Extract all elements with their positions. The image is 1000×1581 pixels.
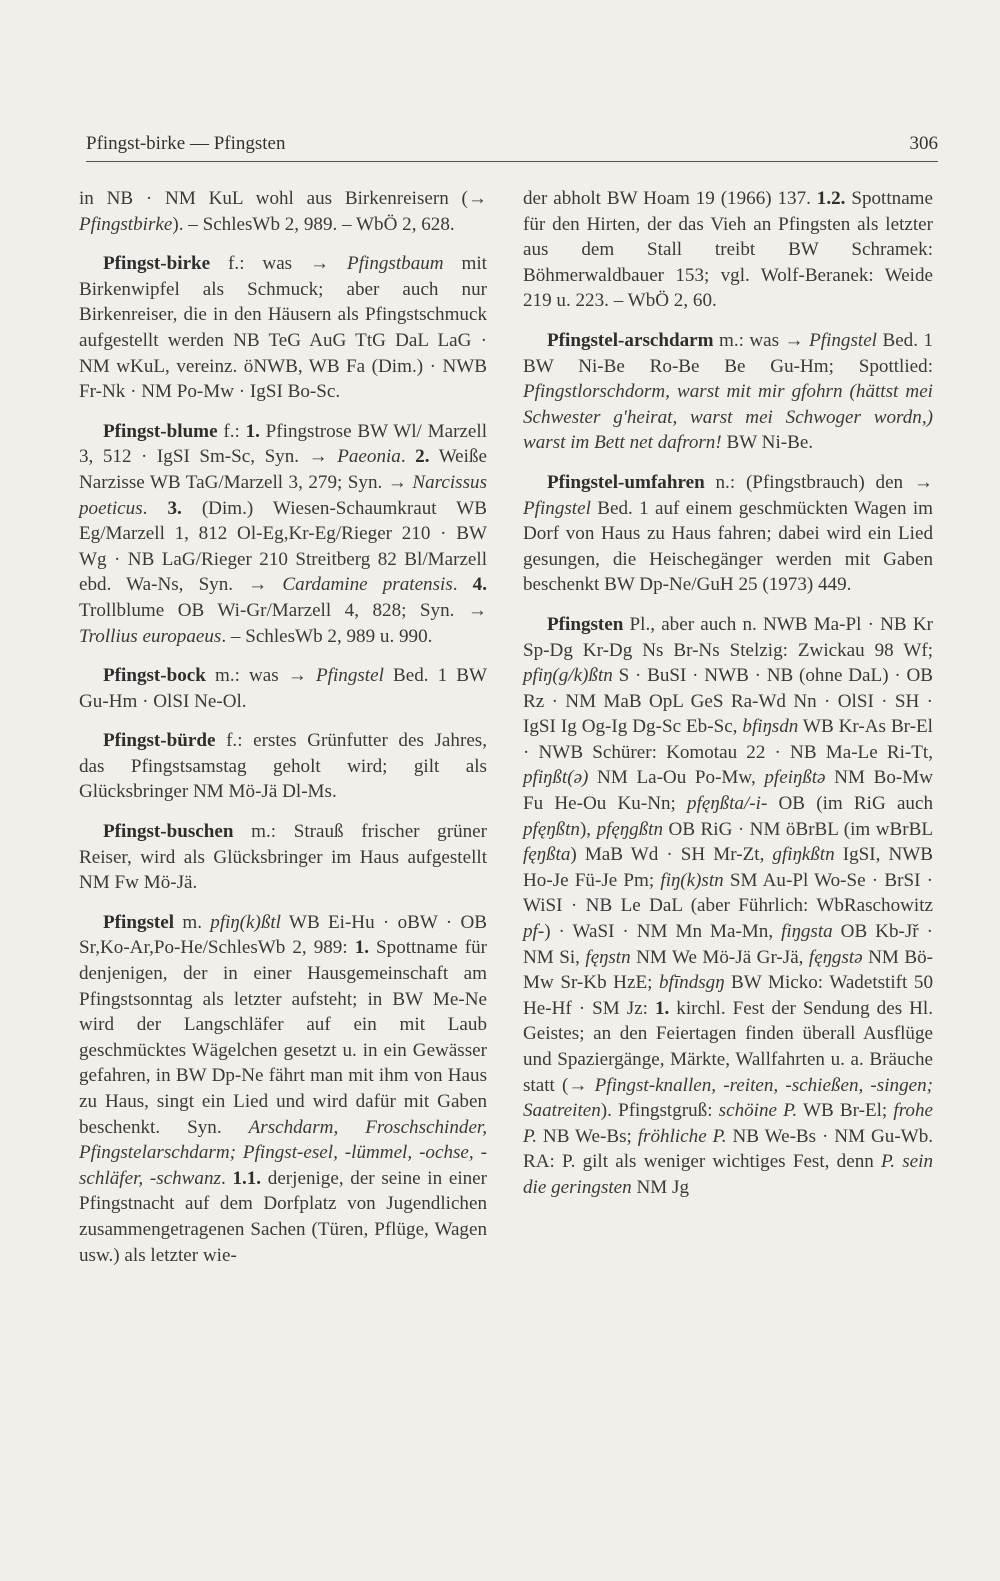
entry-text: in NB · NM KuL wohl aus Birkenreisern (→: [79, 188, 487, 209]
entry-text: m.: was →: [205, 665, 316, 687]
dictionary-entry: [79, 419, 487, 649]
entry-text: .: [400, 446, 416, 468]
entry-text: WB Ei-Hu · oBW · OB Sr,Ko-Ar,Po-He/SchlesWb 2, 989:: [79, 911, 487, 959]
entry-italic-text: pfeiŋßtə: [764, 767, 826, 789]
entry-text: IgSI, NWB Ho-Je Fü-Je Pm;: [523, 844, 934, 891]
dictionary-entry: [79, 186, 487, 237]
entry-italic-text: fröhliche P.: [637, 1125, 727, 1147]
entry-headword: 3.: [167, 497, 182, 519]
dictionary-entry: [79, 910, 487, 1268]
entry-headword: 1.: [654, 997, 670, 1019]
entry-headword: 1.1.: [232, 1167, 262, 1189]
dictionary-entry: [523, 328, 933, 456]
entry-italic-text: pfęŋßtn: [523, 818, 580, 840]
entry-headword: Pfingst-buschen: [103, 821, 234, 843]
entry-headword: 4.: [472, 574, 487, 596]
entry-italic-text: pfęŋgßtn: [596, 818, 664, 840]
entry-headword: 2.: [415, 446, 430, 468]
entry-text: NM We Mö-Jä Gr-Jä,: [630, 946, 809, 968]
entry-text: NM La-Ou Po-Mw,: [588, 767, 765, 789]
entry-italic-text: pf-: [523, 921, 545, 943]
entry-italic-text: Pfingstbirke: [79, 213, 173, 235]
entry-italic-text: fęŋgstə: [808, 946, 863, 968]
right-column: [523, 186, 933, 1215]
entry-text: NB We-Bs;: [536, 1125, 638, 1147]
entry-italic-text: Narcissus poeticus: [79, 471, 487, 519]
entry-italic-text: Cardamine pratensis: [282, 574, 453, 596]
entry-text: NM Jg: [631, 1176, 690, 1198]
entry-italic-text: fęŋßta: [523, 844, 571, 866]
entry-italic-text: pfiŋ(g/k)ßtn: [523, 665, 613, 687]
entry-text: Spottname für denjenigen, der in einer Hausgemeinschaft am Pfingstsonntag als letzter aufsteht; in BW Me-Ne wird der Langschläfer auf ein mit Laub geschmücktes Wägelchen gesetzt u. in ein Gewässer gefahren, in BW Dp-Ne fährt man mit ihm von Haus zu Haus, singt ein Lied und wird dafür mit Gaben beschenkt. Syn.: [79, 937, 487, 1138]
entry-text: n.: (Pfingstbrauch) den →: [704, 471, 933, 493]
entry-text: .: [142, 497, 168, 519]
entry-text: Bed. 1 auf einem geschmückten Wagen im Dorf von Haus zu Haus fahren; dabei wird ein Lied gesungen, die Heischegänger werden mit Gaben beschenkt BW Dp-Ne/GuH 25 (1973) 449.: [523, 497, 933, 596]
entry-text: ),: [579, 818, 597, 840]
page-number: 306: [909, 133, 938, 154]
entry-text: f.: was →: [210, 253, 348, 275]
entry-italic-text: fęŋstn: [585, 946, 631, 968]
entry-text: .: [452, 574, 473, 596]
entry-italic-text: bfiŋsdn: [742, 716, 799, 738]
entry-text: NM Bo-Mw Fu He-Ou Ku-Nn;: [523, 767, 933, 815]
dictionary-entry: [79, 251, 487, 405]
entry-italic-text: fiŋ(k)stn: [660, 869, 724, 891]
entry-italic-text: Pfingstel: [523, 497, 591, 519]
dictionary-entry: [79, 819, 487, 896]
entry-text: Pfingstrose BW Wl/ Marzell 3, 512 · IgSI Sm-Sc, Syn. →: [79, 420, 487, 468]
entry-text: .: [220, 1167, 233, 1189]
entry-headword: 1.2.: [816, 188, 846, 209]
entry-text: BW Ni-Be.: [721, 432, 814, 454]
entry-text: Pl., aber auch n. NWB Ma-Pl · NB Kr Sp-Dg Kr-Dg Ns Br-Ns Stelzig: Zwickau 98 Wf;: [523, 613, 933, 661]
entry-italic-text: schöine P.: [718, 1100, 798, 1122]
entry-text: Trollblume OB Wi-Gr/Marzell 4, 828; Syn. →: [79, 599, 487, 621]
entry-text: WB Kr-As Br-El · NWB Schürer: Komotau 22 · NB Ma-Le Ri-Tt,: [523, 716, 933, 763]
entry-italic-text: pfiŋ(k)ßtl: [210, 911, 281, 933]
entry-italic-text: pfiŋßt(ə): [523, 767, 589, 789]
dictionary-entry: [79, 728, 487, 805]
entry-headword: 1.: [245, 420, 260, 442]
entry-text: BW Micko: Wadetstift 50 He-Hf · SM Jz:: [523, 972, 933, 1019]
entry-italic-text: gfiŋkßtn: [772, 844, 835, 866]
entry-headword: Pfingst-blume: [103, 420, 218, 442]
entry-text: . – SchlesWb 2, 989 u. 990.: [221, 625, 433, 647]
entry-text: Weiße Narzisse WB TaG/Marzell 3, 279; Syn. →: [79, 446, 487, 493]
entry-italic-text: Pfingstbaum: [347, 253, 444, 275]
entry-text: Spottname für den Hirten, der das Vieh an Pfingsten als letzter aus dem Stall treibt BW Schramek: Böhmerwaldbauer 153; vgl. Wolf-Beranek: Weide 219 u. 223. – WbÖ 2, 60.: [523, 188, 933, 312]
left-column: [79, 186, 487, 1282]
entry-italic-text: pfęŋßta/-i-: [687, 793, 768, 815]
entry-text: S · BuSI · NWB · NB (ohne DaL) · OB Rz · NM MaB OpL GeS Ra-Wd Nn · OlSI · SH · IgSI Ig Og-Ig Dg-Sc Eb-Sc,: [523, 665, 933, 738]
entry-text: Bed. 1 BW Ni-Be Ro-Be Be Gu-Hm; Spottlied:: [523, 329, 934, 377]
entry-italic-text: Paeonia: [337, 446, 401, 468]
entry-italic-text: Trollius europaeus: [79, 625, 222, 647]
entry-text: NB We-Bs · NM Gu-Wb. RA: P. gilt als weniger wichtiges Fest, denn: [523, 1125, 934, 1173]
entry-text: m.: Strauß frischer grüner Reiser, wird als Glücksbringer im Haus aufgestellt NM Fw Mö-Jä.: [79, 821, 487, 894]
entry-text: NM Bö-Mw Sr-Kb HzE;: [523, 946, 933, 994]
entry-text: OB (im RiG auch: [767, 793, 933, 815]
entry-text: f.: erstes Grünfutter des Jahres, das Pfingstsamstag geholt wird; gilt als Glücksbringer NM Mö-Jä Dl-Ms.: [79, 730, 487, 803]
entry-headword: Pfingstel-arschdarm: [547, 329, 714, 351]
entry-text: m.: [174, 911, 211, 933]
entry-text: OB RiG · NM öBrBL (im wBrBL: [663, 818, 934, 840]
entry-text: mit Birkenwipfel als Schmuck; aber auch nur Birkenreiser, die in den Häusern als Pfingstschmuck aufgestellt werden NB TeG AuG TtG DaL LaG · NM wKuL, vereinz. öNWB, WB Fa (Dim.) · NWB Fr-Nk · NM Po-Mw · IgSI Bo-Sc.: [79, 253, 487, 403]
entry-italic-text: fiŋgsta: [781, 921, 833, 943]
entry-text: OB Kb-Jř · NM Si,: [523, 921, 933, 968]
entry-italic-text: Pfingstel: [316, 665, 384, 687]
entry-headword: 1.: [354, 937, 370, 959]
entry-text: SM Au-Pl Wo-Se · BrSI · WiSI · NB Le DaL (aber Führlich: WbRaschowitz: [523, 869, 933, 917]
entry-text: derjenige, der seine in einer Pfingstnacht auf dem Dorfplatz von Jugendlichen zusammengetragenen Sachen (Türen, Pflüge, Wagen usw.) als letzter wie-: [79, 1167, 488, 1266]
entry-text: ) MaB Wd · SH Mr-Zt,: [570, 844, 773, 866]
entry-text: der abholt BW Hoam 19 (1966) 137.: [523, 188, 817, 209]
entry-text: m.: was →: [713, 329, 810, 351]
entry-text: f.:: [217, 420, 246, 442]
entry-italic-text: bfīndsgŋ: [658, 972, 725, 994]
entry-text: Bed. 1 BW Gu-Hm · OlSI Ne-Ol.: [79, 665, 488, 712]
entry-text: ) · WaSI · NM Mn Ma-Mn,: [544, 921, 782, 943]
dictionary-entry: [523, 470, 933, 598]
entry-headword: Pfingst-birke: [103, 253, 211, 275]
dictionary-entry: [79, 663, 487, 714]
entry-italic-text: Arschdarm, Froschschinder, Pfingstelarschdarm; Pfingst-esel, -lümmel, -ochse, -schläfer, -schwanz: [79, 1116, 488, 1189]
dictionary-entry: [523, 186, 933, 314]
entry-headword: Pfingstel-umfahren: [547, 471, 705, 493]
entry-text: ). Pfingstgruß:: [600, 1100, 719, 1122]
entry-italic-text: Pfingstel: [809, 329, 877, 351]
entry-headword: Pfingstel: [103, 911, 175, 933]
entry-headword: Pfingst-bürde: [103, 730, 216, 752]
entry-text: (Dim.) Wiesen-Schaumkraut WB Eg/Marzell 1, 812 Ol-Eg,Kr-Eg/Rieger 210 · BW Wg · NB LaG/Rieger 210 Streitberg 82 Bl/Marzell ebd. Wa-Ns, Syn. →: [79, 497, 487, 596]
dictionary-entry: [523, 612, 933, 1201]
entry-text: WB Br-El;: [797, 1100, 894, 1122]
entry-text: ). – SchlesWb 2, 989. – WbÖ 2, 628.: [172, 213, 455, 235]
entry-headword: Pfingst-bock: [103, 665, 206, 687]
entry-italic-text: Pfingst-knallen, -reiten, -schießen, -singen; Saatreiten: [523, 1074, 933, 1122]
entry-italic-text: P. sein die geringsten: [523, 1151, 933, 1198]
running-header: [86, 131, 938, 162]
entry-text: kirchl. Fest der Sendung des Hl. Geistes; an den Feiertagen finden überall Ausflüge und Spaziergänge, Märkte, Wallfahrten u. a. Bräuche statt (→: [523, 997, 934, 1096]
entry-italic-text: frohe P.: [523, 1100, 933, 1147]
entry-italic-text: Pfingstlorschdorm, warst mit mir gfohrn (hättst mei Schwester g'heirat, warst mei Schwoger wordn,) warst im Bett net dafrorn!: [523, 381, 933, 454]
entry-headword: Pfingsten: [547, 613, 624, 635]
header-title: Pfingst-birke — Pfingsten: [86, 133, 286, 154]
